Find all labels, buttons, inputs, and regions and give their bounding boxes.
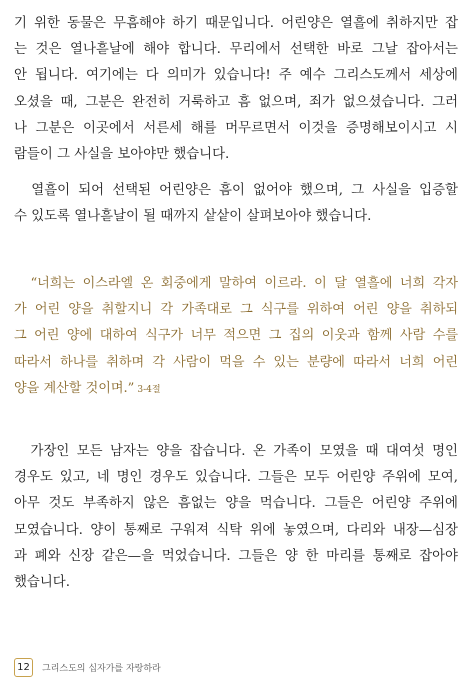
page-number: 12 xyxy=(14,658,33,677)
text-line: 아무 것도 부족하지 않은 흠없는 양을 먹습니다. 그들은 어린양 주위에 xyxy=(14,496,458,512)
quote-line-text: 양을 계산할 것이며.” xyxy=(14,380,135,396)
book-title: 그리스도의 십자가를 자랑하라 xyxy=(42,663,161,674)
verse-reference: 3-4절 xyxy=(137,384,161,395)
quote-line xyxy=(14,376,458,402)
text-line: 열흘이 되어 선택된 어린양은 흠이 없어야 했으며, 그 사실을 입증할 xyxy=(14,183,458,198)
quote-line: 가 어린 양을 취할지니 각 가족대로 그 식구를 위하여 어린 양을 취하되 xyxy=(14,302,458,318)
text-line: 경우도 있고, 네 명인 경우도 있습니다. 그들은 모두 어린양 주위에 모여, xyxy=(14,470,458,486)
scripture-quote xyxy=(14,271,458,402)
text-line: 람들이 그 사실을 보아야만 했습니다. xyxy=(14,146,230,162)
quote-line: 그 어린 양에 대하여 식구가 너무 적으면 그 집의 이웃과 함께 사람 수를 xyxy=(14,328,458,344)
paragraph-1 xyxy=(14,11,458,168)
text-line: 했습니다. xyxy=(14,574,70,590)
text-line: 기 위한 동물은 무흠해야 하기 때문입니다. 어린양은 열흘에 취하지만 잡 xyxy=(14,16,458,31)
text-line: 오셨을 때, 그분은 완전히 거룩하고 흠 없으며, 죄가 없으셨습니다. 그러 xyxy=(14,94,458,110)
page-footer xyxy=(14,656,161,678)
text-line: 가장인 모든 남자는 양을 잡습니다. 온 가족이 모였을 때 대여섯 명인 xyxy=(14,444,458,459)
paragraph-4 xyxy=(14,439,458,596)
text-line: 안 됩니다. 여기에는 다 의미가 있습니다! 주 예수 그리스도께서 세상에 xyxy=(14,68,458,84)
text-line: 수 있도록 열나흗날이 될 때까지 샅샅이 살펴보아야 했습니다. xyxy=(14,209,372,225)
text-line: 과 폐와 신장 같은—을 먹었습니다. 그들은 양 한 마리를 통째로 잡아야 xyxy=(14,548,458,564)
text-line: 나 그분은 이곳에서 서른세 해를 머무르면서 이것을 증명해보이시고 시 xyxy=(14,120,458,136)
quote-line: “너희는 이스라엘 온 회중에게 말하여 이르라. 이 달 열흘에 너희 각자 xyxy=(14,276,458,291)
quote-line: 따라서 하나를 취하며 각 사람이 먹을 수 있는 분량에 따라서 너희 어린 xyxy=(14,354,458,370)
paragraph-2 xyxy=(14,178,458,230)
text-line: 모였습니다. 양이 통째로 구워져 식탁 위에 놓였으며, 다리와 내장—심장 xyxy=(14,522,458,538)
text-line: 는 것은 열나흗날에 해야 합니다. 무리에서 선택한 바로 그날 잡아서는 xyxy=(14,42,458,58)
